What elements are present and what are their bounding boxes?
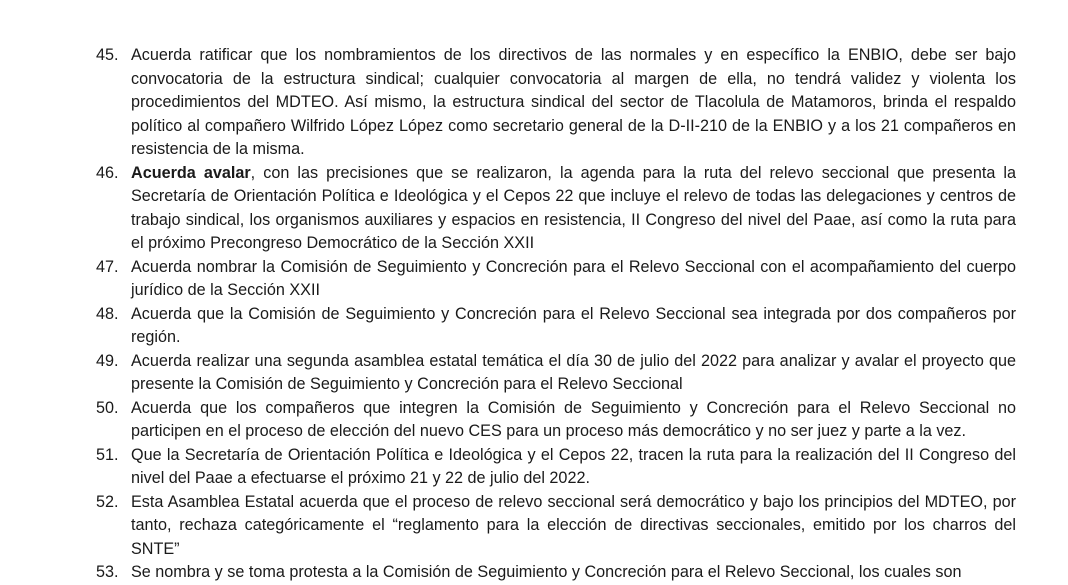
list-item: [0, 44, 1068, 162]
item-number: 49.: [96, 351, 119, 370]
item-bold-text: Acuerda avalar: [131, 163, 251, 182]
item-text: Acuerda nombrar la Comisión de Seguimiento y Concreción para el Relevo Seccional con el acompañamiento del cuerpo jurídico de la Sección XXII: [131, 257, 1016, 299]
item-text: Acuerda que los compañeros que integren la Comisión de Seguimiento y Concreción para el Relevo Seccional no participen en el proceso de elección del nuevo CES para un proceso más democrático y no ser juez y parte a la vez.: [131, 398, 1016, 440]
list-item: [0, 491, 1068, 562]
item-number: 52.: [96, 492, 119, 511]
item-number: 51.: [96, 445, 119, 464]
item-text: , con las precisiones que se realizaron, la agenda para la ruta del relevo seccional que presenta la Secretaría de Orientación Política e Ideológica y el Cepos 22 que incluye el relevo de todas las delegaciones y centros de trabajo sindical, los organismos auxiliares y espacios en resistencia, II Congreso del nivel del Paae, así como la ruta para el próximo Precongreso Democrático de la Sección XXII: [131, 163, 1016, 252]
list-item: [0, 397, 1068, 444]
item-text: Que la Secretaría de Orientación Política e Ideológica y el Cepos 22, tracen la ruta para la realización del II Congreso del nivel del Paae a efectuarse el próximo 21 y 22 de julio del 2022.: [131, 445, 1016, 487]
item-number: 50.: [96, 398, 119, 417]
list-item: [0, 444, 1068, 491]
list-item: [0, 256, 1068, 303]
item-text: Se nombra y se toma protesta a la Comisión de Seguimiento y Concreción para el Relevo Seccional, los cuales son: [131, 563, 962, 581]
list-item: [0, 350, 1068, 397]
item-number: 47.: [96, 257, 119, 276]
item-text: Acuerda ratificar que los nombramientos de los directivos de las normales y en específico la ENBIO, debe ser bajo convocatoria de la estructura sindical; cualquier convocatoria al margen de ella, no tendrá validez y violenta los procedimientos del MDTEO. Así mismo, la estructura sindical del sector de Tlacolula de Matamoros, brinda el respaldo político al compañero Wilfrido López López como secretario general de la D-II-210 de la ENBIO y a los 21 compañeros en resistencia de la misma.: [131, 46, 1016, 158]
item-text: Esta Asamblea Estatal acuerda que el proceso de relevo seccional será democrático y bajo los principios del MDTEO, por tanto, rechaza categóricamente el “reglamento para la elección de directivas seccionales, emitido por los charros del SNTE”: [131, 492, 1016, 558]
list-item: [0, 303, 1068, 350]
agreements-list: [0, 44, 1068, 585]
item-number: 46.: [96, 163, 119, 182]
item-number: 53.: [96, 563, 119, 581]
list-item: [0, 162, 1068, 256]
item-text: Acuerda que la Comisión de Seguimiento y Concreción para el Relevo Seccional sea integrada por dos compañeros por región.: [131, 304, 1016, 346]
item-text: Acuerda realizar una segunda asamblea estatal temática el día 30 de julio del 2022 para analizar y avalar el proyecto que presente la Comisión de Seguimiento y Concreción para el Relevo Seccional: [131, 351, 1016, 393]
item-number: 45.: [96, 46, 119, 64]
item-number: 48.: [96, 304, 119, 323]
list-item: [0, 561, 1068, 585]
